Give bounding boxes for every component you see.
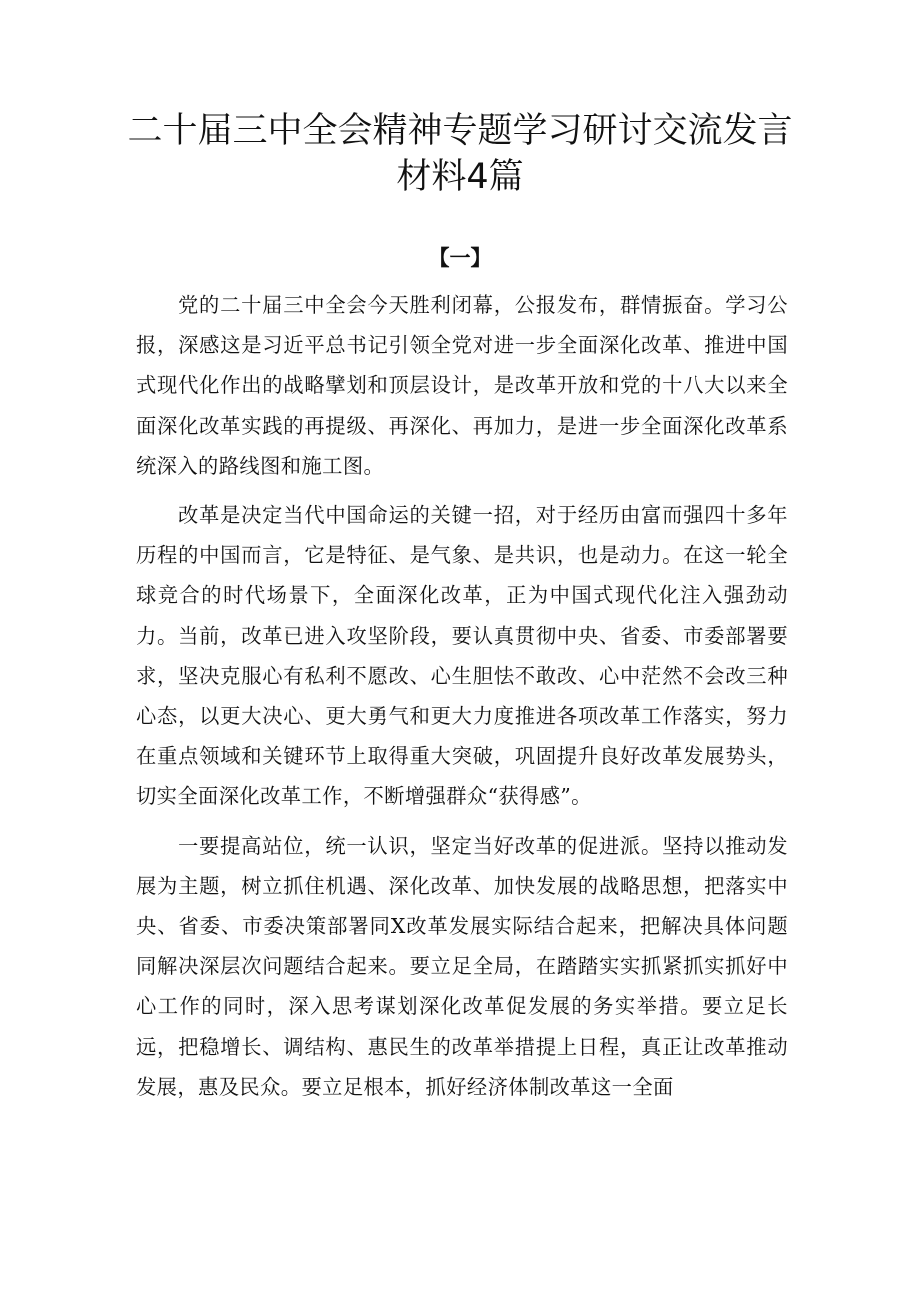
- document-title: 二十届三中全会精神专题学习研讨交流发言材料4篇: [127, 111, 793, 197]
- paragraph-1: 党的二十届三中全会今天胜利闭幕，公报发布，群情振奋。学习公报，深感这是习近平总书记引领全党对进一步全面深化改革、推进中国式现代化作出的战略擘划和顶层设计，是改革开放和党的十八大以来全面深化改革实践的再提级、再深化、再加力，是进一步全面深化改革系统深入的路线图和施工图。: [136, 293, 788, 478]
- paragraph-2: 改革是决定当代中国命运的关键一招，对于经历由富而强四十多年历程的中国而言，它是特征、是气象、是共识，也是动力。在这一轮全球竞合的时代场景下，全面深化改革，正为中国式现代化注入强劲动力。当前，改革已进入攻坚阶段，要认真贯彻中央、省委、市委部署要求，坚决克服心有私利不愿改、心生胆怯不敢改、心中茫然不会改三种心态，以更大决心、更大勇气和更大力度推进各项改革工作落实，努力在重点领域和关键环节上取得重大突破，巩固提升良好改革发展势头，切实全面深化改革工作，不断增强群众“获得感”。: [136, 503, 788, 809]
- document-body: [136, 285, 788, 1116]
- paragraph-3: 一要提高站位，统一认识，坚定当好改革的促进派。坚持以推动发展为主题，树立抓住机遇、深化改革、加快发展的战略思想，把落实中央、省委、市委决策部署同X改革发展实际结合起来，把解决具体问题同解决深层次问题结合起来。要立足全局，在踏踏实实抓紧抓实抓好中心工作的同时，深入思考谋划深化改革促发展的务实举措。要立足长远，把稳增长、调结构、惠民生的改革举措提上日程，真正让改革推动发展，惠及民众。要立足根本，抓好经济体制改革这一全面: [136, 833, 788, 1099]
- section-heading: 【一】: [428, 245, 492, 270]
